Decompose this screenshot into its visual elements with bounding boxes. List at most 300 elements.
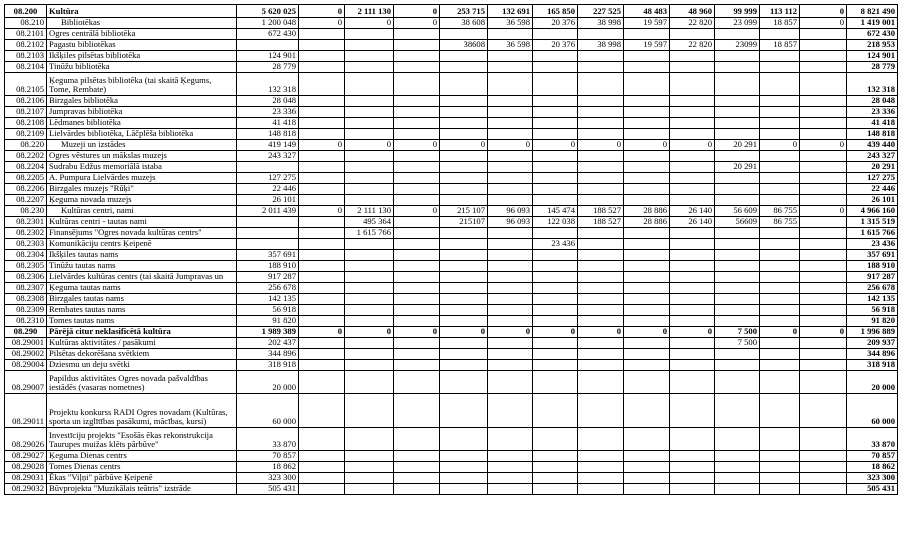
row-value	[670, 195, 715, 206]
table-row	[5, 5, 898, 18]
row-value	[533, 360, 578, 371]
row-value	[533, 316, 578, 327]
row-value	[394, 51, 440, 62]
row-name: Ķeguma novada muzejs	[47, 195, 237, 206]
row-value	[670, 51, 715, 62]
row-total: 20 000	[847, 371, 898, 394]
table-row	[5, 195, 898, 206]
row-code: 08.2109	[5, 129, 47, 140]
row-value	[299, 371, 345, 394]
row-value: 0	[760, 140, 800, 151]
row-value	[299, 462, 345, 473]
row-value	[488, 294, 533, 305]
row-value	[760, 228, 800, 239]
row-value	[440, 184, 488, 195]
row-value: 48 960	[670, 5, 715, 18]
row-value	[624, 118, 670, 129]
row-total: 20 291	[847, 162, 898, 173]
row-value	[670, 184, 715, 195]
row-value	[440, 173, 488, 184]
row-value	[578, 394, 624, 428]
row-value	[345, 162, 394, 173]
row-value	[624, 316, 670, 327]
row-value	[760, 173, 800, 184]
row-value	[533, 173, 578, 184]
row-value	[237, 228, 299, 239]
row-value	[237, 239, 299, 250]
row-name: Ķeguma tautas nams	[47, 283, 237, 294]
row-value	[345, 316, 394, 327]
row-value	[624, 371, 670, 394]
row-name: Pagastu bibliotēkas	[47, 40, 237, 51]
row-value	[345, 428, 394, 451]
row-value: 357 691	[237, 250, 299, 261]
row-value	[394, 338, 440, 349]
row-value	[670, 162, 715, 173]
row-value	[488, 51, 533, 62]
table-row	[5, 394, 898, 428]
row-value	[800, 129, 847, 140]
row-value: 22 446	[237, 184, 299, 195]
row-value	[394, 228, 440, 239]
row-value	[715, 462, 760, 473]
row-value	[299, 338, 345, 349]
row-value	[533, 162, 578, 173]
row-value	[394, 151, 440, 162]
row-value: 86 755	[760, 206, 800, 217]
row-value	[624, 228, 670, 239]
row-value: 148 818	[237, 129, 299, 140]
row-value: 20 000	[237, 371, 299, 394]
row-value	[394, 451, 440, 462]
row-value	[760, 62, 800, 73]
row-value	[800, 195, 847, 206]
row-value: 19 597	[624, 18, 670, 29]
row-value	[578, 96, 624, 107]
row-code: 08.29026	[5, 428, 47, 451]
row-value	[624, 239, 670, 250]
row-code: 08.2205	[5, 173, 47, 184]
row-value	[299, 184, 345, 195]
table-row	[5, 327, 898, 338]
table-row	[5, 107, 898, 118]
row-value	[440, 371, 488, 394]
table-row	[5, 283, 898, 294]
row-total: 318 918	[847, 360, 898, 371]
row-value: 0	[394, 5, 440, 18]
row-value	[760, 360, 800, 371]
row-value	[624, 473, 670, 484]
row-value: 0	[533, 327, 578, 338]
row-value	[670, 349, 715, 360]
row-value	[533, 305, 578, 316]
row-value	[394, 239, 440, 250]
row-value	[715, 62, 760, 73]
row-value	[578, 118, 624, 129]
row-value: 0	[394, 206, 440, 217]
row-value	[440, 473, 488, 484]
row-value	[800, 462, 847, 473]
row-code: 08.29001	[5, 338, 47, 349]
row-value: 26 140	[670, 217, 715, 228]
row-value	[488, 184, 533, 195]
row-value	[394, 62, 440, 73]
row-value	[760, 162, 800, 173]
row-code: 08.2202	[5, 151, 47, 162]
row-code: 08.2103	[5, 51, 47, 62]
row-value: 0	[440, 140, 488, 151]
row-value	[760, 129, 800, 140]
row-value	[440, 349, 488, 360]
row-value	[488, 261, 533, 272]
row-value	[533, 129, 578, 140]
row-value	[670, 473, 715, 484]
row-value	[624, 261, 670, 272]
row-value	[800, 184, 847, 195]
row-value	[533, 51, 578, 62]
row-value	[488, 473, 533, 484]
row-value	[488, 107, 533, 118]
row-value: 0	[800, 5, 847, 18]
row-value	[345, 118, 394, 129]
row-value	[237, 162, 299, 173]
row-value	[800, 239, 847, 250]
row-value	[440, 484, 488, 495]
table-row	[5, 272, 898, 283]
table-row	[5, 371, 898, 394]
row-value	[624, 394, 670, 428]
row-code: 08.2107	[5, 107, 47, 118]
row-value	[670, 118, 715, 129]
row-value: 0	[800, 140, 847, 151]
row-name: Birzgales tautas nams	[47, 294, 237, 305]
row-value	[715, 239, 760, 250]
row-value	[533, 428, 578, 451]
row-value	[345, 250, 394, 261]
table-row	[5, 73, 898, 96]
row-value	[488, 129, 533, 140]
row-name: Muzeji un izstādes	[47, 140, 237, 151]
row-value	[670, 261, 715, 272]
row-value	[800, 228, 847, 239]
row-value	[299, 129, 345, 140]
row-value	[578, 349, 624, 360]
table-row	[5, 217, 898, 228]
row-value	[715, 371, 760, 394]
row-value	[715, 118, 760, 129]
row-value	[578, 484, 624, 495]
row-value: 0	[299, 206, 345, 217]
row-value	[624, 338, 670, 349]
row-value	[440, 316, 488, 327]
row-name: Lielvārdes kultūras centrs (tai skaitā Jumpravas un	[47, 272, 237, 283]
row-value	[345, 360, 394, 371]
row-value: 132 691	[488, 5, 533, 18]
row-value	[394, 428, 440, 451]
row-value	[345, 40, 394, 51]
row-value	[345, 173, 394, 184]
row-value: 165 850	[533, 5, 578, 18]
row-code: 08.2108	[5, 118, 47, 129]
row-value	[488, 484, 533, 495]
row-value	[533, 250, 578, 261]
row-value: 0	[299, 327, 345, 338]
row-total: 1 996 889	[847, 327, 898, 338]
row-value	[345, 107, 394, 118]
row-value	[670, 451, 715, 462]
row-value	[440, 129, 488, 140]
row-value	[533, 462, 578, 473]
table-row	[5, 316, 898, 327]
row-code: 08.290	[5, 327, 47, 338]
row-total: 56 918	[847, 305, 898, 316]
row-code: 08.29031	[5, 473, 47, 484]
row-value	[578, 129, 624, 140]
row-value	[488, 162, 533, 173]
row-value	[394, 73, 440, 96]
row-value	[533, 73, 578, 96]
row-value	[760, 195, 800, 206]
row-name: Tinūžu tautas nams	[47, 261, 237, 272]
row-value: 145 474	[533, 206, 578, 217]
row-value: 56 918	[237, 305, 299, 316]
row-value: 20 291	[715, 162, 760, 173]
row-value: 96 093	[488, 206, 533, 217]
row-value	[578, 360, 624, 371]
row-value: 99 999	[715, 5, 760, 18]
row-value	[670, 428, 715, 451]
row-value	[394, 394, 440, 428]
row-value	[345, 129, 394, 140]
row-value	[440, 73, 488, 96]
table-row	[5, 96, 898, 107]
table-row	[5, 305, 898, 316]
row-value: 18 857	[760, 18, 800, 29]
row-value	[345, 371, 394, 394]
row-value: 28 886	[624, 217, 670, 228]
row-value	[533, 151, 578, 162]
row-value: 124 901	[237, 51, 299, 62]
row-value: 0	[800, 327, 847, 338]
row-value	[624, 195, 670, 206]
row-value	[533, 484, 578, 495]
row-value: 0	[624, 327, 670, 338]
row-value	[299, 239, 345, 250]
row-value	[299, 316, 345, 327]
row-total: 33 870	[847, 428, 898, 451]
row-value: 70 857	[237, 451, 299, 462]
table-row	[5, 338, 898, 349]
row-value: 0	[800, 18, 847, 29]
row-total: 1 419 001	[847, 18, 898, 29]
row-value	[299, 294, 345, 305]
row-value	[624, 162, 670, 173]
row-value: 202 437	[237, 338, 299, 349]
row-value	[394, 173, 440, 184]
row-value	[345, 294, 394, 305]
row-value: 0	[578, 327, 624, 338]
table-row	[5, 162, 898, 173]
row-value	[440, 96, 488, 107]
row-value: 0	[345, 140, 394, 151]
row-name: Komunikāciju centrs Ķeipenē	[47, 239, 237, 250]
row-value	[760, 250, 800, 261]
row-value: 113 112	[760, 5, 800, 18]
row-value: 0	[394, 18, 440, 29]
row-name: Kultūras centri, nami	[47, 206, 237, 217]
row-value: 23099	[715, 40, 760, 51]
row-value: 188 527	[578, 206, 624, 217]
row-code: 08.29002	[5, 349, 47, 360]
row-value	[715, 195, 760, 206]
row-value	[299, 51, 345, 62]
row-value: 0	[394, 327, 440, 338]
row-value	[488, 173, 533, 184]
row-value	[760, 184, 800, 195]
row-total: 22 446	[847, 184, 898, 195]
row-value	[715, 272, 760, 283]
row-value: 20 376	[533, 18, 578, 29]
row-value	[578, 462, 624, 473]
row-total: 209 937	[847, 338, 898, 349]
row-value	[237, 217, 299, 228]
row-total: 243 327	[847, 151, 898, 162]
row-value	[800, 73, 847, 96]
row-value	[394, 349, 440, 360]
row-name: Ķeguma pilsētas bibliotēka (tai skaitā Ķegums, Tome, Rembate)	[47, 73, 237, 96]
row-value	[760, 349, 800, 360]
row-code: 08.29004	[5, 360, 47, 371]
row-value	[670, 394, 715, 428]
row-code: 08.2308	[5, 294, 47, 305]
row-value: 344 896	[237, 349, 299, 360]
row-value	[800, 283, 847, 294]
row-value	[760, 338, 800, 349]
row-total: 4 966 160	[847, 206, 898, 217]
row-name: Pārējā citur neklasificētā kultūra	[47, 327, 237, 338]
row-name: Finansējums "Ogres novada kultūras centrs"	[47, 228, 237, 239]
row-value	[440, 305, 488, 316]
row-name: Lēdmanes bibliotēka	[47, 118, 237, 129]
row-value	[800, 217, 847, 228]
row-value	[760, 51, 800, 62]
row-total: 91 820	[847, 316, 898, 327]
row-name: Projektu konkurss RADI Ogres novadam (Kultūras, sporta un izglītības pasākumi, mācības, kursi)	[47, 394, 237, 428]
row-value	[299, 360, 345, 371]
row-value	[578, 151, 624, 162]
row-total: 1 315 519	[847, 217, 898, 228]
row-value	[800, 250, 847, 261]
row-value	[624, 73, 670, 96]
row-code: 08.2105	[5, 73, 47, 96]
row-code: 08.2307	[5, 283, 47, 294]
row-value	[800, 360, 847, 371]
row-value: 2 111 130	[345, 206, 394, 217]
row-value	[533, 394, 578, 428]
row-value	[624, 451, 670, 462]
row-value	[800, 261, 847, 272]
row-total: 18 862	[847, 462, 898, 473]
row-value	[299, 305, 345, 316]
row-value	[800, 62, 847, 73]
row-value	[800, 173, 847, 184]
row-value: 227 525	[578, 5, 624, 18]
row-total: 8 821 490	[847, 5, 898, 18]
row-value	[624, 250, 670, 261]
row-name: Bibliotēkas	[47, 18, 237, 29]
row-value	[394, 484, 440, 495]
row-value: 672 430	[237, 29, 299, 40]
row-code: 08.2302	[5, 228, 47, 239]
row-value	[299, 261, 345, 272]
row-total: 218 953	[847, 40, 898, 51]
row-value	[670, 484, 715, 495]
row-value	[345, 29, 394, 40]
row-value: 0	[299, 5, 345, 18]
row-value	[533, 96, 578, 107]
table-row	[5, 239, 898, 250]
row-value	[715, 96, 760, 107]
row-value	[715, 305, 760, 316]
row-value	[394, 360, 440, 371]
row-value	[299, 162, 345, 173]
row-value: 0	[440, 327, 488, 338]
row-value: 23 336	[237, 107, 299, 118]
row-total: 41 418	[847, 118, 898, 129]
row-value	[670, 360, 715, 371]
row-name: Būvprojekta "Muzikālais teātris" izstrāde	[47, 484, 237, 495]
row-value	[578, 261, 624, 272]
row-value	[533, 294, 578, 305]
row-name: Ikšķiles tautas nams	[47, 250, 237, 261]
row-value	[345, 272, 394, 283]
row-value	[578, 338, 624, 349]
row-value	[578, 316, 624, 327]
row-value	[624, 272, 670, 283]
row-value	[715, 173, 760, 184]
row-value	[440, 394, 488, 428]
table-row	[5, 360, 898, 371]
row-value	[488, 29, 533, 40]
row-value	[760, 283, 800, 294]
row-value	[533, 473, 578, 484]
row-value	[670, 371, 715, 394]
row-value: 132 318	[237, 73, 299, 96]
row-value	[488, 151, 533, 162]
table-row	[5, 51, 898, 62]
row-value	[760, 428, 800, 451]
row-value	[760, 451, 800, 462]
row-value	[299, 173, 345, 184]
table-row	[5, 250, 898, 261]
row-value	[345, 96, 394, 107]
table-row	[5, 40, 898, 51]
row-value	[394, 462, 440, 473]
row-value	[345, 338, 394, 349]
row-value: 38 608	[440, 18, 488, 29]
row-total: 23 436	[847, 239, 898, 250]
row-value	[394, 250, 440, 261]
row-value	[578, 62, 624, 73]
row-value	[760, 316, 800, 327]
row-value	[670, 129, 715, 140]
row-value	[800, 151, 847, 162]
row-value: 0	[299, 140, 345, 151]
row-total: 124 901	[847, 51, 898, 62]
row-value: 215 107	[440, 206, 488, 217]
row-value	[488, 73, 533, 96]
row-value	[670, 151, 715, 162]
